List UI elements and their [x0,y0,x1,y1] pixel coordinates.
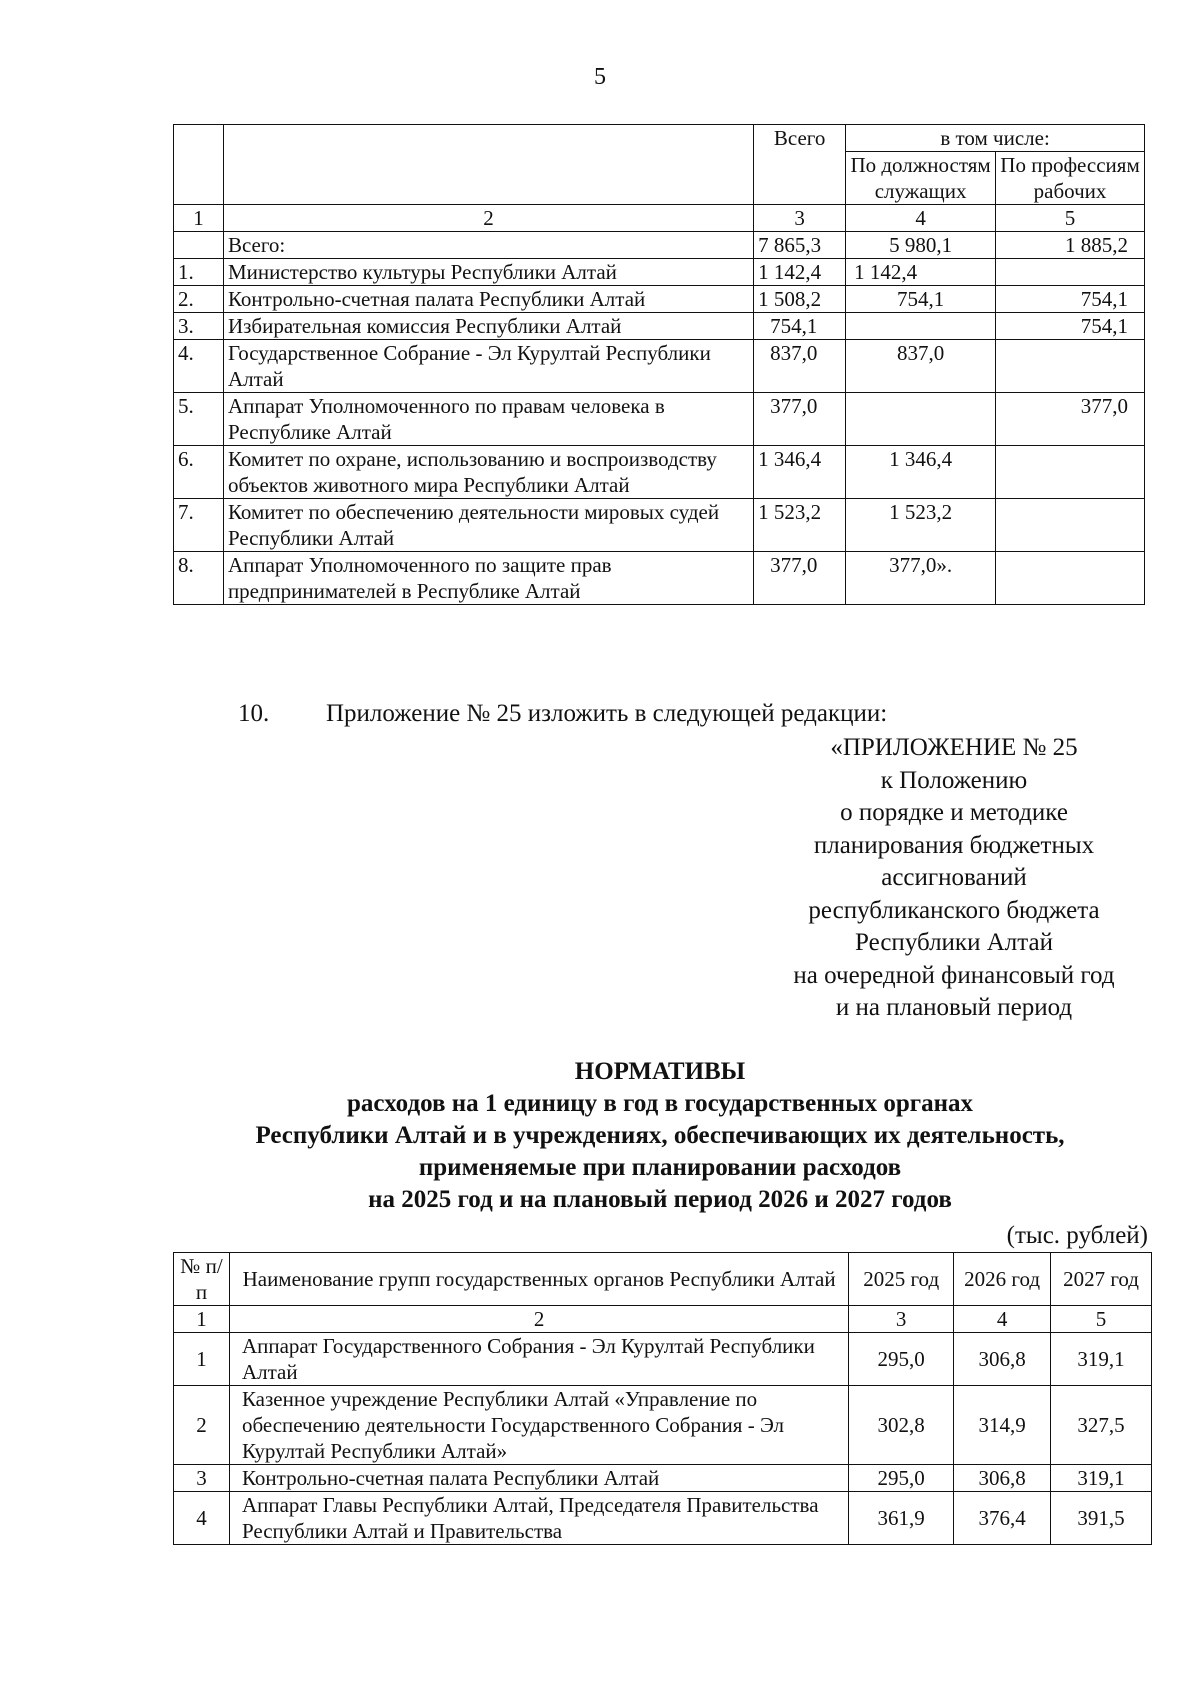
row-number: 3 [174,1465,230,1492]
row-positions: 754,1 [846,286,996,313]
row-professions: 754,1 [996,313,1145,340]
row-name: Аппарат Государственного Собрания - Эл Курултай Республики Алтай [229,1333,848,1386]
appendix-line: республиканского бюджета [808,896,1100,924]
row-name: Министерство культуры Республики Алтай [223,259,753,286]
row-number: 8. [174,552,224,605]
row-total: 837,0 [754,340,846,393]
norms-title-line: расходов на 1 единицу в год в государственных органах [346,1090,974,1117]
row-name: Контрольно-счетная палата Республики Алтай [229,1465,848,1492]
column-number: 5 [996,205,1145,232]
row-num-cell [174,232,224,259]
row-total: 377,0 [754,393,846,446]
column-number: 4 [846,205,996,232]
appendix-line: «ПРИЛОЖЕНИЕ № 25 [830,734,1078,761]
norms-title-line: Республики Алтай и в учреждениях, обеспечивающих их деятельность, [255,1122,1065,1149]
table-row [174,259,1145,286]
header-including: в том числе: [846,125,1145,152]
total-row [174,232,1145,259]
appendix-line: Республики Алтай [855,929,1053,956]
column-numbers-row [174,205,1145,232]
row-professions [996,340,1145,393]
table-row [174,393,1145,446]
row-professions: 377,0 [996,393,1145,446]
column-number: 3 [849,1306,954,1333]
header-2026: 2026 год [954,1253,1051,1306]
row-name: Аппарат Уполномоченного по защите прав предпринимателей в Республике Алтай [223,552,753,605]
row-number: 4 [174,1492,230,1545]
row-2025: 295,0 [849,1333,954,1386]
row-name: Контрольно-счетная палата Республики Алтай [223,286,753,313]
row-2027: 319,1 [1051,1333,1152,1386]
row-2025: 302,8 [849,1386,954,1465]
appendix-line: ассигнований [881,864,1027,891]
row-total: 754,1 [754,313,846,340]
header-by-positions: По должностям служащих [846,152,996,205]
norms-title-line: на 2025 год и на плановый период 2026 и 2027 годов [368,1186,952,1213]
row-professions [996,552,1145,605]
row-total: 1 142,4 [754,259,846,286]
total-value: 7 865,3 [754,232,846,259]
row-total: 1 508,2 [754,286,846,313]
item-number: 10. [238,700,270,727]
row-2025: 295,0 [849,1465,954,1492]
page-number: 5 [594,64,606,90]
row-number: 3. [174,313,224,340]
row-2027: 319,1 [1051,1465,1152,1492]
units-label: (тыс. рублей) [1006,1222,1148,1249]
header-total: Всего [754,125,846,205]
row-name: Комитет по охране, использованию и воспроизводству объектов животного мира Республики Алтай [223,446,753,499]
header-row [174,1253,1152,1306]
column-number: 4 [954,1306,1051,1333]
row-2027: 391,5 [1051,1492,1152,1545]
row-positions: 1 346,4 [846,446,996,499]
norms-title [160,1056,1160,1216]
staff-table [173,124,1145,605]
row-number: 6. [174,446,224,499]
column-number: 1 [174,205,224,232]
row-number: 5. [174,393,224,446]
table-row [174,1465,1152,1492]
row-positions [846,393,996,446]
table-row [174,1333,1152,1386]
row-2026: 306,8 [954,1465,1051,1492]
norms-table [173,1252,1152,1545]
row-professions [996,499,1145,552]
norms-title-line: применяемые при планировании расходов [418,1154,902,1181]
item-text: Приложение № 25 изложить в следующей редакции: [326,700,888,727]
row-name: Казенное учреждение Республики Алтай «Управление по обеспечению деятельности Государственного Собрания - Эл Курултай Республики Алтай» [229,1386,848,1465]
column-number: 5 [1051,1306,1152,1333]
appendix-line: планирования бюджетных [813,831,1095,859]
appendix-line: к Положению [880,766,1028,794]
norms-title-line: НОРМАТИВЫ [574,1058,746,1085]
table-row [174,1386,1152,1465]
appendix-line: на очередной финансовый год [793,961,1115,989]
row-2026: 314,9 [954,1386,1051,1465]
table-row [174,340,1145,393]
table-row [174,313,1145,340]
table-row [174,1492,1152,1545]
row-number: 1. [174,259,224,286]
row-professions [996,259,1145,286]
total-label: Всего: [223,232,753,259]
row-name: Государственное Собрание - Эл Курултай Республики Алтай [223,340,753,393]
header-row [174,125,1145,152]
row-2026: 376,4 [954,1492,1051,1545]
column-number: 2 [223,205,753,232]
table-row [174,446,1145,499]
row-positions: 837,0 [846,340,996,393]
table-row [174,499,1145,552]
table-row [174,552,1145,605]
row-number: 1 [174,1333,230,1386]
header-2025: 2025 год [849,1253,954,1306]
item-10-paragraph [238,700,887,728]
row-2025: 361,9 [849,1492,954,1545]
appendix-line: о порядке и методике [840,799,1068,826]
row-positions: 1 523,2 [846,499,996,552]
header-cell-name [223,125,753,205]
row-positions: 1 142,4 [846,259,996,286]
header-by-professions: По профессиям рабочих [996,152,1145,205]
header-num: № п/п [174,1253,230,1306]
row-name: Аппарат Уполномоченного по правам человека в Республике Алтай [223,393,753,446]
column-number: 1 [174,1306,230,1333]
row-name: Комитет по обеспечению деятельности мировых судей Республики Алтай [223,499,753,552]
row-number: 2. [174,286,224,313]
column-number: 2 [229,1306,848,1333]
row-professions [996,446,1145,499]
row-2027: 327,5 [1051,1386,1152,1465]
row-positions [846,313,996,340]
column-numbers-row [174,1306,1152,1333]
appendix-line: и на плановый период [835,994,1073,1021]
row-number: 4. [174,340,224,393]
total-positions: 5 980,1 [846,232,996,259]
row-professions: 754,1 [996,286,1145,313]
header-cell-num [174,125,224,205]
table-row [174,286,1145,313]
appendix-heading [744,732,1164,1025]
row-total: 377,0 [754,552,846,605]
header-name: Наименование групп государственных органов Республики Алтай [229,1253,848,1306]
row-2026: 306,8 [954,1333,1051,1386]
row-name: Аппарат Главы Республики Алтай, Председателя Правительства Республики Алтай и Правительства [229,1492,848,1545]
row-total: 1 523,2 [754,499,846,552]
row-number: 2 [174,1386,230,1465]
total-professions: 1 885,2 [996,232,1145,259]
column-number: 3 [754,205,846,232]
row-name: Избирательная комиссия Республики Алтай [223,313,753,340]
row-number: 7. [174,499,224,552]
header-2027: 2027 год [1051,1253,1152,1306]
row-total: 1 346,4 [754,446,846,499]
row-positions: 377,0». [846,552,996,605]
